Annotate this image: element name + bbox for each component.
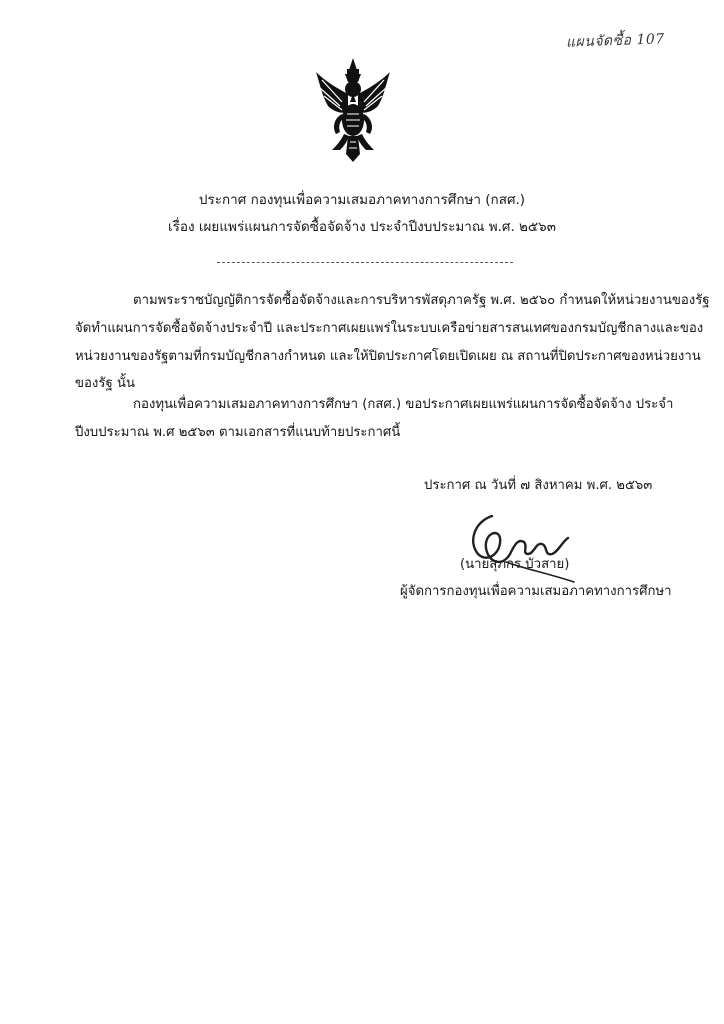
handwritten-note: แผนจัดซื้อ 107 xyxy=(565,31,665,51)
signatory-name: (นายสุภกร บัวสาย) xyxy=(460,557,570,572)
paragraph1-line: ของรัฐ นั้น xyxy=(75,376,135,391)
dashed-separator xyxy=(217,262,513,263)
announcement-date: ประกาศ ณ วันที่ ๗ สิงหาคม พ.ศ. ๒๕๖๓ xyxy=(424,478,653,493)
paragraph1-line: ตามพระราชบัญญัติการจัดซื้อจัดจ้างและการบริหารพัสดุภาครัฐ พ.ศ. ๒๕๖๐ กำหนดให้หน่วยงานของรัฐ xyxy=(133,293,710,308)
announcement-title: ประกาศ กองทุนเพื่อความเสมอภาคทางการศึกษา (กสศ.) xyxy=(198,192,526,208)
paragraph1-line: หน่วยงานของรัฐตามที่กรมบัญชีกลางกำหนด และให้ปิดประกาศโดยเปิดเผย ณ สถานที่ปิดประกาศของหน่วยงาน xyxy=(75,349,701,364)
paragraph1-line: จัดทำแผนการจัดซื้อจัดจ้างประจำปี และประกาศเผยแพร่ในระบบเครือข่ายสารสนเทศของกรมบัญชีกลางและของ xyxy=(75,321,704,336)
paragraph2-line: กองทุนเพื่อความเสมอภาคทางการศึกษา (กสศ.) ขอประกาศเผยแพร่แผนการจัดซื้อจัดจ้าง ประจำ xyxy=(133,397,674,412)
garuda-emblem-icon xyxy=(314,58,392,162)
paragraph2-line: ปีงบประมาณ พ.ศ ๒๕๖๓ ตามเอกสารที่แนบท้ายประกาศนี้ xyxy=(75,425,401,440)
signatory-position: ผู้จัดการกองทุนเพื่อความเสมอภาคทางการศึกษา xyxy=(400,584,672,599)
announcement-subject: เรื่อง เผยแพร่แผนการจัดซื้อจัดจ้าง ประจำปีงบประมาณ พ.ศ. ๒๕๖๓ xyxy=(168,219,556,235)
